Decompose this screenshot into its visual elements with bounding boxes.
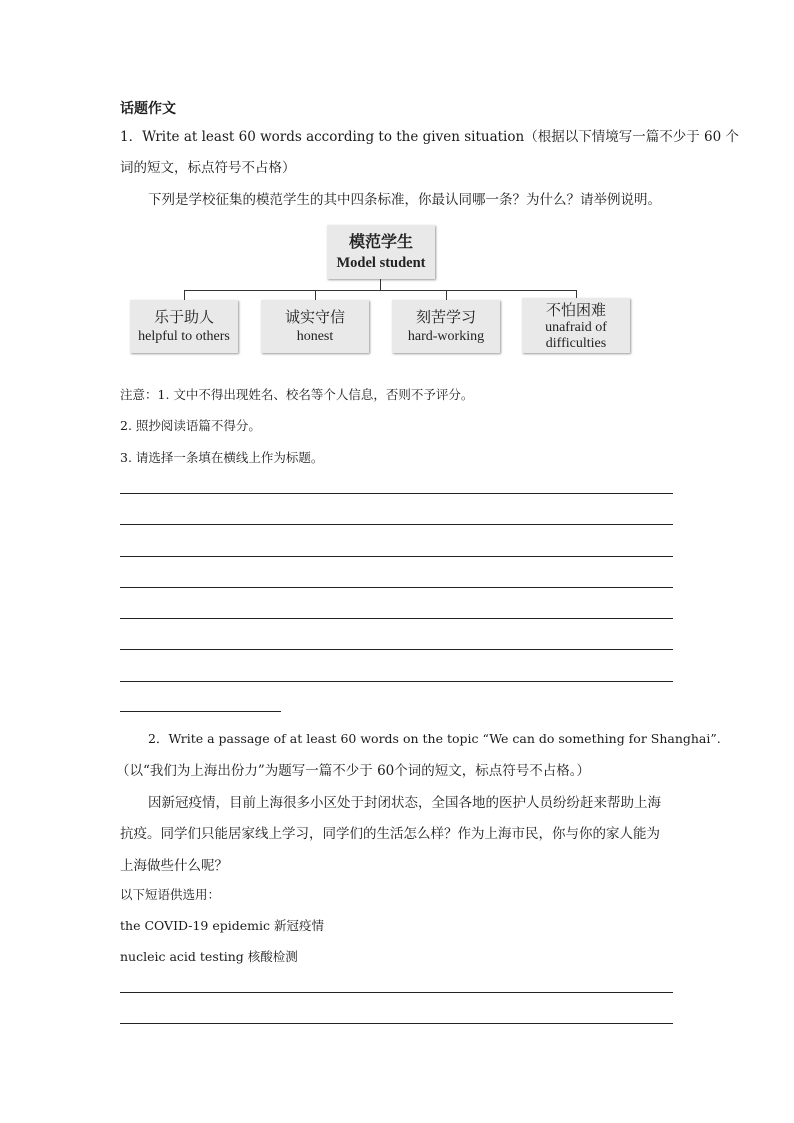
item-2-en: honest: [296, 329, 334, 344]
q2-para-line2: 抗疫。同学们只能居家线上学习，同学们的生活怎么样？作为上海市民，你与你的家人能为: [120, 826, 660, 842]
note-3: 3. 请选择一条填在横线上作为标题。: [120, 450, 324, 465]
item-3-cn: 刻苦学习: [415, 310, 476, 326]
q1-instruction-line2: 词的短文，标点符号不占格）: [120, 160, 296, 176]
answer-line[interactable]: [120, 587, 673, 588]
answer-line[interactable]: [120, 618, 673, 619]
q2-para-line1: 因新冠疫情，目前上海很多小区处于封闭状态，全国各地的医护人员纷纷赶来帮助上海: [148, 795, 661, 811]
q2-para-line3: 上海做些什么呢？: [120, 858, 228, 874]
q2-instruction-line1: 2．Write a passage of at least 60 words on the topic “We can do something for Shanghai”.: [148, 731, 721, 746]
answer-line[interactable]: [120, 681, 673, 682]
answer-line-short[interactable]: [120, 711, 281, 712]
answer-line[interactable]: [120, 992, 673, 993]
answer-line[interactable]: [120, 524, 673, 525]
connector-3: [446, 290, 447, 300]
q1-prompt: 下列是学校征集的模范学生的其中四条标准，你最认同哪一条？为什么？请举例说明。: [148, 192, 661, 208]
phrase-1: the COVID-19 epidemic 新冠疫情: [120, 918, 324, 933]
item-4-en: unafraid of: [545, 320, 607, 335]
diagram-root-en: Model student: [336, 255, 426, 271]
item-4-cn: 不怕困难: [545, 303, 606, 319]
answer-line[interactable]: [120, 556, 673, 557]
answer-line[interactable]: [120, 1023, 673, 1024]
q2-instruction-line2: （以“我们为上海出份力”为题写一篇不少于 60个词的短文，标点符号不占格。）: [116, 763, 591, 779]
item-2-cn: 诚实守信: [284, 310, 345, 326]
diagram-item-3: [392, 300, 500, 353]
section-title: 话题作文: [120, 101, 176, 117]
item-4-en2: difficulties: [545, 336, 607, 351]
answer-line[interactable]: [120, 649, 673, 650]
diagram-item-4: [522, 298, 630, 353]
connector-horizontal: [184, 290, 576, 291]
connector-1: [184, 290, 185, 300]
note-1: 注意：1. 文中不得出现姓名、校名等个人信息，否则不予评分。: [120, 387, 474, 402]
diagram-root-box: [327, 225, 435, 279]
note-2: 2. 照抄阅读语篇不得分。: [120, 418, 261, 433]
q1-instruction-line1: 1．Write at least 60 words according to the given situation（根据以下情境写一篇不少于 60 个: [120, 129, 739, 145]
connector-2: [315, 290, 316, 300]
diagram-item-1: [130, 300, 238, 353]
diagram-root-cn: 模范学生: [348, 234, 413, 251]
item-3-en: hard-working: [407, 329, 485, 344]
connector-root: [380, 279, 381, 290]
item-1-en: helpful to others: [138, 329, 230, 344]
phrase-2: nucleic acid testing 核酸检测: [120, 949, 298, 964]
phrases-title: 以下短语供选用：: [120, 887, 221, 902]
diagram-item-2: [261, 300, 369, 353]
item-1-cn: 乐于助人: [153, 310, 214, 326]
answer-line[interactable]: [120, 493, 673, 494]
